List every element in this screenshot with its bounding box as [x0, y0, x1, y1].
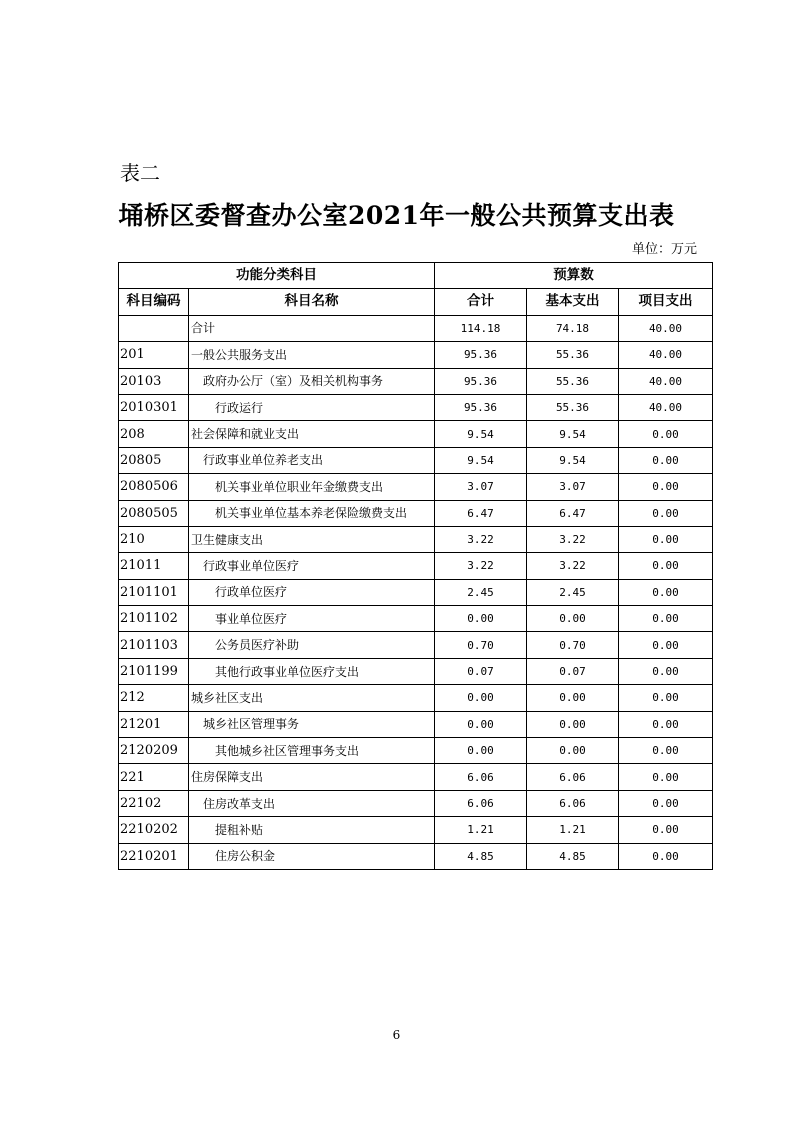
basic-cell: 0.00: [527, 711, 619, 737]
table-row: [119, 606, 713, 632]
total-cell: 0.00: [435, 606, 527, 632]
code-cell: 2101101: [119, 579, 189, 605]
name-cell: 其他行政事业单位医疗支出: [189, 658, 435, 684]
basic-cell: 55.36: [527, 342, 619, 368]
total-cell: 9.54: [435, 447, 527, 473]
basic-cell: 3.07: [527, 474, 619, 500]
name-cell: 住房公积金: [189, 843, 435, 869]
basic-cell: 0.07: [527, 658, 619, 684]
total-cell: 95.36: [435, 394, 527, 420]
project-cell: 40.00: [619, 394, 713, 420]
code-cell: 2101103: [119, 632, 189, 658]
table-row: [119, 632, 713, 658]
basic-cell: 0.70: [527, 632, 619, 658]
total-cell: 3.22: [435, 553, 527, 579]
name-cell: 机关事业单位基本养老保险缴费支出: [189, 500, 435, 526]
name-cell: 卫生健康支出: [189, 526, 435, 552]
project-cell: 0.00: [619, 526, 713, 552]
table-row: [119, 447, 713, 473]
name-cell: 事业单位医疗: [189, 606, 435, 632]
name-cell: 城乡社区管理事务: [189, 711, 435, 737]
name-cell: 社会保障和就业支出: [189, 421, 435, 447]
table-row: [119, 843, 713, 869]
name-cell: 其他城乡社区管理事务支出: [189, 738, 435, 764]
basic-cell: 2.45: [527, 579, 619, 605]
budget-table: [118, 262, 713, 870]
table-row: [119, 315, 713, 341]
code-cell: 2120209: [119, 738, 189, 764]
header-code: 科目编码: [119, 289, 189, 315]
code-cell: 20103: [119, 368, 189, 394]
name-cell: 行政运行: [189, 394, 435, 420]
code-cell: 2210202: [119, 817, 189, 843]
table-row: [119, 817, 713, 843]
header-column-row: [119, 289, 713, 315]
project-cell: 0.00: [619, 658, 713, 684]
name-cell: 住房保障支出: [189, 764, 435, 790]
total-cell: 2.45: [435, 579, 527, 605]
table-row: [119, 685, 713, 711]
code-cell: [119, 315, 189, 341]
project-cell: 40.00: [619, 342, 713, 368]
name-cell: 提租补贴: [189, 817, 435, 843]
basic-cell: 3.22: [527, 526, 619, 552]
total-cell: 0.00: [435, 711, 527, 737]
total-cell: 0.70: [435, 632, 527, 658]
header-name: 科目名称: [189, 289, 435, 315]
unit-label: 单位：万元: [631, 242, 697, 257]
total-cell: 6.06: [435, 790, 527, 816]
header-group-row: [119, 263, 713, 289]
basic-cell: 6.06: [527, 790, 619, 816]
name-cell: 机关事业单位职业年金缴费支出: [189, 474, 435, 500]
table-row: [119, 421, 713, 447]
basic-cell: 74.18: [527, 315, 619, 341]
code-cell: 21011: [119, 553, 189, 579]
project-cell: 0.00: [619, 500, 713, 526]
table-row: [119, 500, 713, 526]
total-cell: 4.85: [435, 843, 527, 869]
project-cell: 0.00: [619, 606, 713, 632]
basic-cell: 1.21: [527, 817, 619, 843]
table-row: [119, 368, 713, 394]
header-basic: 基本支出: [527, 289, 619, 315]
name-cell: 行政事业单位医疗: [189, 553, 435, 579]
basic-cell: 6.47: [527, 500, 619, 526]
project-cell: 0.00: [619, 421, 713, 447]
basic-cell: 4.85: [527, 843, 619, 869]
total-cell: 3.07: [435, 474, 527, 500]
basic-cell: 9.54: [527, 447, 619, 473]
total-cell: 9.54: [435, 421, 527, 447]
code-cell: 2080506: [119, 474, 189, 500]
total-cell: 3.22: [435, 526, 527, 552]
code-cell: 2010301: [119, 394, 189, 420]
table-row: [119, 474, 713, 500]
code-cell: 2101199: [119, 658, 189, 684]
code-cell: 212: [119, 685, 189, 711]
code-cell: 20805: [119, 447, 189, 473]
basic-cell: 6.06: [527, 764, 619, 790]
table-row: [119, 526, 713, 552]
name-cell: 公务员医疗补助: [189, 632, 435, 658]
code-cell: 22102: [119, 790, 189, 816]
table-row: [119, 790, 713, 816]
project-cell: 0.00: [619, 579, 713, 605]
code-cell: 208: [119, 421, 189, 447]
code-cell: 2080505: [119, 500, 189, 526]
total-cell: 1.21: [435, 817, 527, 843]
page-number: 6: [392, 1028, 401, 1042]
total-cell: 95.36: [435, 342, 527, 368]
document-title: 埇桥区委督查办公室2021年一般公共预算支出表: [118, 201, 675, 230]
project-cell: 0.00: [619, 447, 713, 473]
project-cell: 0.00: [619, 764, 713, 790]
code-cell: 2210201: [119, 843, 189, 869]
name-cell: 政府办公厅（室）及相关机构事务: [189, 368, 435, 394]
table-row: [119, 579, 713, 605]
name-cell: 行政事业单位养老支出: [189, 447, 435, 473]
table-row: [119, 764, 713, 790]
total-cell: 95.36: [435, 368, 527, 394]
basic-cell: 3.22: [527, 553, 619, 579]
project-cell: 40.00: [619, 368, 713, 394]
table-label: 表二: [120, 161, 160, 185]
header-project: 项目支出: [619, 289, 713, 315]
total-cell: 114.18: [435, 315, 527, 341]
total-cell: 6.06: [435, 764, 527, 790]
name-cell: 一般公共服务支出: [189, 342, 435, 368]
code-cell: 21201: [119, 711, 189, 737]
project-cell: 0.00: [619, 738, 713, 764]
basic-cell: 0.00: [527, 606, 619, 632]
basic-cell: 0.00: [527, 685, 619, 711]
total-cell: 0.00: [435, 738, 527, 764]
project-cell: 0.00: [619, 632, 713, 658]
basic-cell: 55.36: [527, 368, 619, 394]
code-cell: 2101102: [119, 606, 189, 632]
table-row: [119, 658, 713, 684]
basic-cell: 0.00: [527, 738, 619, 764]
code-cell: 210: [119, 526, 189, 552]
total-cell: 6.47: [435, 500, 527, 526]
code-cell: 221: [119, 764, 189, 790]
header-total: 合计: [435, 289, 527, 315]
total-cell: 0.00: [435, 685, 527, 711]
basic-cell: 55.36: [527, 394, 619, 420]
name-cell: 行政单位医疗: [189, 579, 435, 605]
table-row: [119, 711, 713, 737]
name-cell: 住房改革支出: [189, 790, 435, 816]
basic-cell: 9.54: [527, 421, 619, 447]
header-budget-amount: 预算数: [435, 263, 713, 289]
total-cell: 0.07: [435, 658, 527, 684]
project-cell: 0.00: [619, 817, 713, 843]
code-cell: 201: [119, 342, 189, 368]
table-row: [119, 342, 713, 368]
name-cell: 合计: [189, 315, 435, 341]
project-cell: 0.00: [619, 553, 713, 579]
project-cell: 0.00: [619, 843, 713, 869]
table-row: [119, 394, 713, 420]
name-cell: 城乡社区支出: [189, 685, 435, 711]
header-function-classification: 功能分类科目: [119, 263, 435, 289]
project-cell: 0.00: [619, 711, 713, 737]
project-cell: 0.00: [619, 685, 713, 711]
table-row: [119, 738, 713, 764]
project-cell: 0.00: [619, 474, 713, 500]
table-row: [119, 553, 713, 579]
project-cell: 0.00: [619, 790, 713, 816]
project-cell: 40.00: [619, 315, 713, 341]
